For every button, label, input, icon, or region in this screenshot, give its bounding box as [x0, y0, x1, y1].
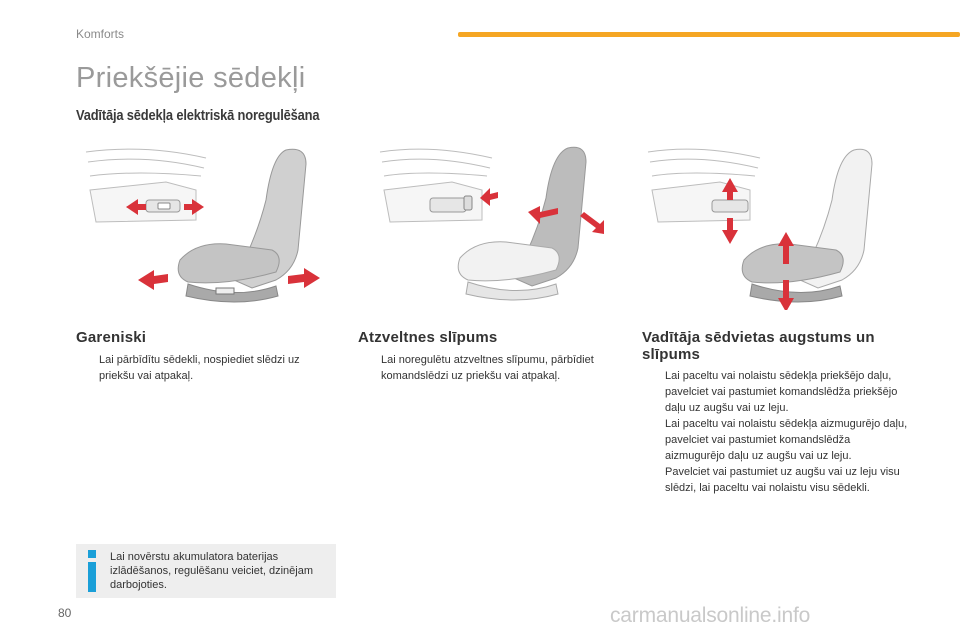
- seat-illustration-longitudinal: [76, 140, 326, 310]
- list-item: Lai paceltu vai nolaistu sēdekļa aizmugurējo daļu, pavelciet vai pastumiet komandslēdža aizmugurējo daļu uz augšu vai uz leju.: [665, 418, 908, 462]
- info-box: [76, 544, 336, 598]
- watermark: carmanualsonline.info: [610, 604, 811, 627]
- seat-shape: [742, 149, 872, 302]
- seat-illustration-backrest: [372, 140, 622, 310]
- list-backrest: [358, 352, 598, 384]
- list-height: [642, 368, 910, 496]
- list-item: Pavelciet vai pastumiet uz augšu vai uz leju visu slēdzi, lai paceltu vai nolaistu visu sēdekli.: [665, 466, 900, 494]
- section-label: Komforts: [76, 27, 125, 41]
- info-icon: [86, 548, 98, 594]
- page-number: 80: [58, 606, 72, 620]
- page-subtitle: Vadītāja sēdekļa elektriskā noregulēšana: [76, 107, 320, 124]
- info-text: Lai novērstu akumulatora baterijas izlādēšanos, regulēšanu veiciet, dzinējam darbojoties.: [110, 551, 314, 591]
- seat-illustration-height: [640, 140, 890, 310]
- list-item: Lai paceltu vai nolaistu sēdekļa priekšējo daļu, pavelciet vai pastumiet komandslēdža priekšējo daļu uz augšu vai uz leju.: [665, 370, 898, 414]
- heading-height: Vadītāja sēdvietas augstums un slīpums: [642, 329, 875, 363]
- list-longitudinal: [76, 352, 326, 384]
- header-accent-bar: [458, 32, 960, 37]
- seat-shape: [178, 149, 306, 302]
- page-title: Priekšējie sēdekļi: [76, 62, 306, 94]
- heading-backrest: Atzveltnes slīpums: [358, 329, 498, 346]
- list-item: Lai pārbīdītu sēdekli, nospiediet slēdzi uz priekšu vai atpakaļ.: [99, 354, 300, 382]
- list-item: Lai noregulētu atzveltnes slīpumu, pārbīdiet komandslēdzi uz priekšu vai atpakaļ.: [381, 354, 594, 382]
- heading-longitudinal: Gareniski: [76, 329, 147, 346]
- seat-shape: [458, 147, 586, 300]
